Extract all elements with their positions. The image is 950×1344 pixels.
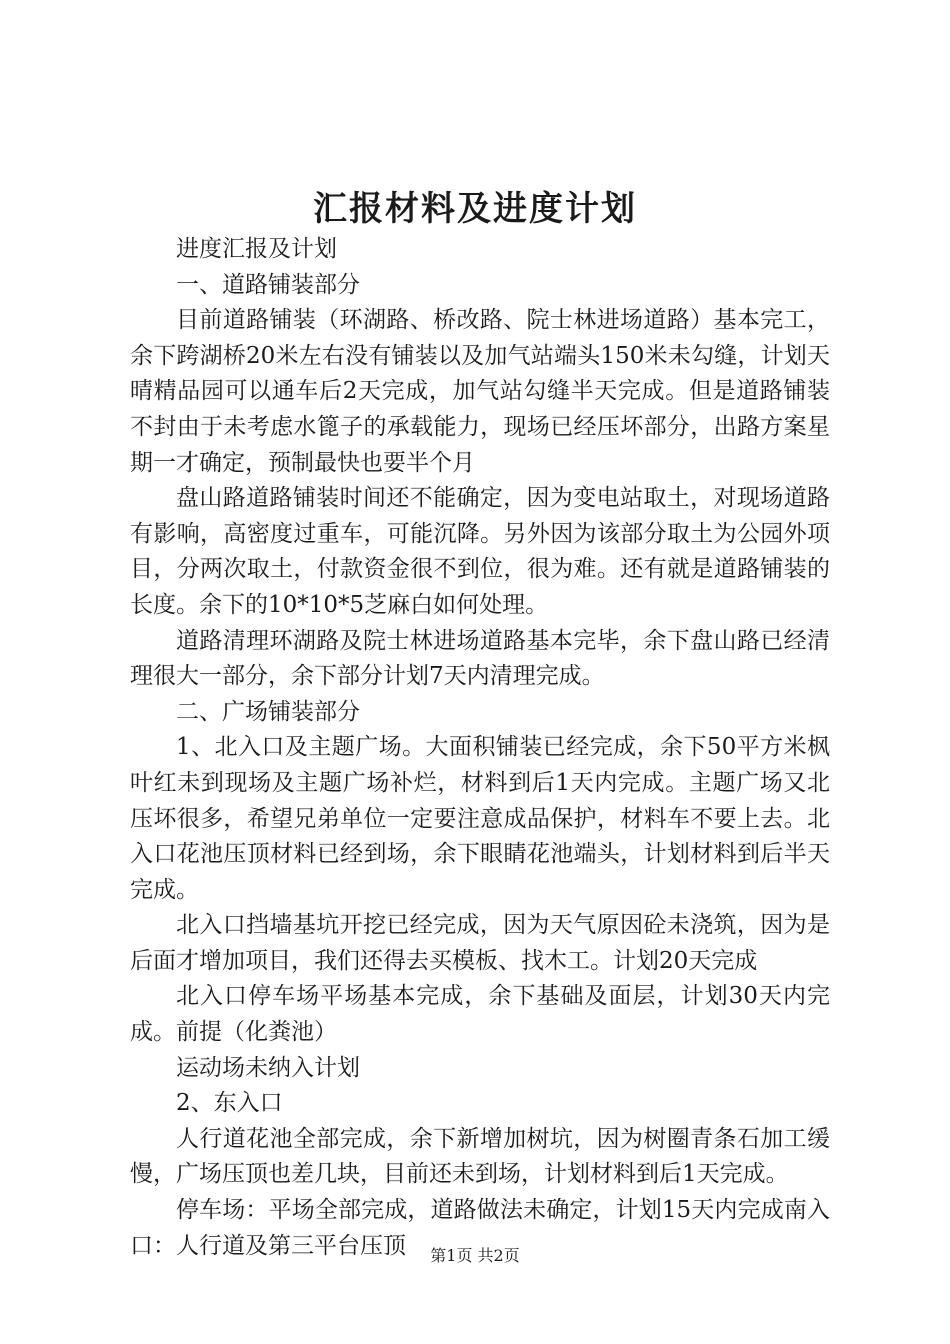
paragraph-road-paving: 目前道路铺装（环湖路、桥改路、院士林进场道路）基本完工，余下跨湖桥20米左右没有铺装以及加气站端头150米未勾缝，计划天晴精品园可以通车后2天完成，加气站勾缝半天完成。但是道路铺装不封由于未考虑水篦子的承载能力，现场已经压坏部分，出路方案星期一才确定，预制最快也要半个月: [130, 307, 830, 476]
paragraph-section-road: 一、道路铺装部分: [176, 271, 360, 298]
document-title: 汇报材料及进度计划: [313, 189, 637, 229]
page-footer: 第1页 共2页: [430, 1246, 520, 1265]
paragraph-north-entrance: 1、北入口及主题广场。大面积铺装已经完成，余下50平方米枫叶红未到现场及主题广场补烂，材料到后1天内完成。主题广场又北压坏很多，希望兄弟单位一定要注意成品保护，材料车不要上去。北入口花池压顶材料已经到场，余下眼睛花池端头，计划材料到后半天完成。: [130, 734, 830, 903]
paragraph-north-parking: 北入口停车场平场基本完成，余下基础及面层，计划30天内完成。前提（化粪池）: [130, 983, 830, 1046]
paragraph-progress-heading: 进度汇报及计划: [176, 236, 337, 262]
paragraph-mountain-road: 盘山路道路铺装时间还不能确定，因为变电站取土，对现场道路有影响，高密度过重车，可能沉降。另外因为该部分取土为公园外项目，分两次取土，付款资金很不到位，很为难。还有就是道路铺装的长度。余下的10*10*5芝麻白如何处理。: [130, 485, 830, 618]
paragraph-sidewalk: 人行道花池全部完成，余下新增加树坑，因为树圈青条石加工缓慢，广场压顶也差几块，目前还未到场，计划材料到后1天完成。: [130, 1125, 830, 1188]
paragraph-sports-field: 运动场未纳入计划: [176, 1054, 360, 1081]
paragraph-east-entrance-heading: 2、东入口: [176, 1090, 283, 1117]
paragraph-road-cleaning: 道路清理环湖路及院士林进场道路基本完毕，余下盘山路已经清理很大一部分，余下部分计划7天内清理完成。: [130, 627, 830, 690]
paragraph-section-plaza: 二、广场铺装部分: [176, 698, 360, 725]
paragraph-parking: 停车场：平场全部完成，道路做法未确定，计划15天内完成南入口：人行道及第三平台压顶: [130, 1197, 830, 1259]
paragraph-retaining-wall: 北入口挡墙基坑开挖已经完成，因为天气原因砼未浇筑，因为是后面才增加项目，我们还得去买模板、找木工。计划20天完成: [130, 912, 830, 974]
document-body: [130, 232, 830, 1264]
